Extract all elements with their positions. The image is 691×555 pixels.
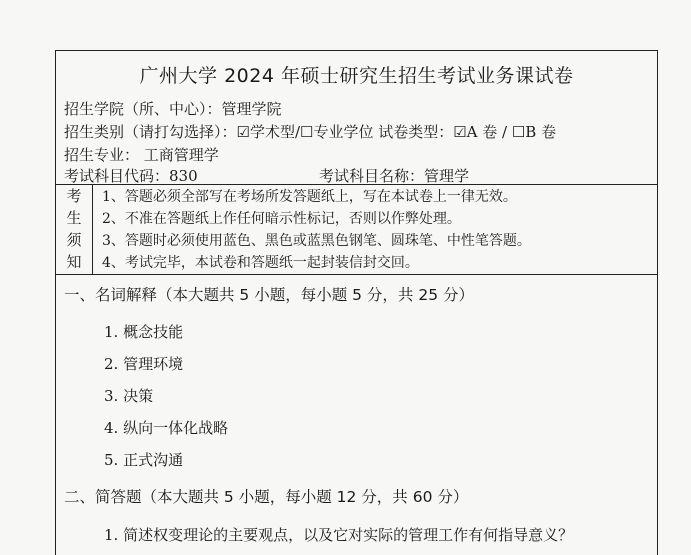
notice-bottom-rule <box>56 274 657 275</box>
exam-title: 广州大学 2024 年硕士研究生招生考试业务课试卷 <box>139 65 574 87</box>
question-item: 3. 决策 <box>104 387 154 405</box>
question-item: 1. 简述权变理论的主要观点，以及它对实际的管理工作有何指导意义？ <box>104 526 574 544</box>
question-item: 2. 管理环境 <box>104 355 184 373</box>
college-line: 招生学院（所、中心）：管理学院 <box>64 100 282 118</box>
notice-rule: 1、答题必须全部写在考场所发答题纸上，写在本试卷上一律无效。 <box>102 189 517 205</box>
exam-header-frame <box>55 50 658 555</box>
notice-label-char: 知 <box>66 253 82 271</box>
notice-label-char: 生 <box>66 209 82 227</box>
notice-label-char: 须 <box>66 231 82 249</box>
category-line: 招生类别（请打勾选择）：☑学术型/☐专业学位 试卷类型：☑A 卷 / ☐B 卷 <box>64 123 557 141</box>
major-line: 招生专业： 工商管理学 <box>64 146 219 164</box>
notice-rule: 3、答题时必须使用蓝色、黑色或蓝黑色钢笔、圆珠笔、中性笔答题。 <box>102 233 531 249</box>
notice-label-char: 考 <box>66 187 82 205</box>
notice-rule: 4、考试完毕，本试卷和答题纸一起封装信封交回。 <box>102 255 419 271</box>
question-item: 5. 正式沟通 <box>104 451 184 469</box>
subject-code: 考试科目代码：830 <box>64 167 198 185</box>
subject-line <box>64 165 470 186</box>
exam-notice <box>56 184 657 274</box>
question-item: 4. 纵向一体化战略 <box>104 419 229 437</box>
section-heading: 二、简答题（本大题共 5 小题，每小题 12 分，共 60 分） <box>64 488 469 506</box>
notice-label <box>56 184 93 274</box>
question-item: 1. 概念技能 <box>104 323 184 341</box>
section-heading: 一、名词解释（本大题共 5 小题，每小题 5 分，共 25 分） <box>64 286 475 304</box>
notice-rule: 2、不准在答题纸上作任何暗示性标记，否则以作弊处理。 <box>102 211 461 227</box>
subject-name: 考试科目名称：管理学 <box>319 167 470 185</box>
